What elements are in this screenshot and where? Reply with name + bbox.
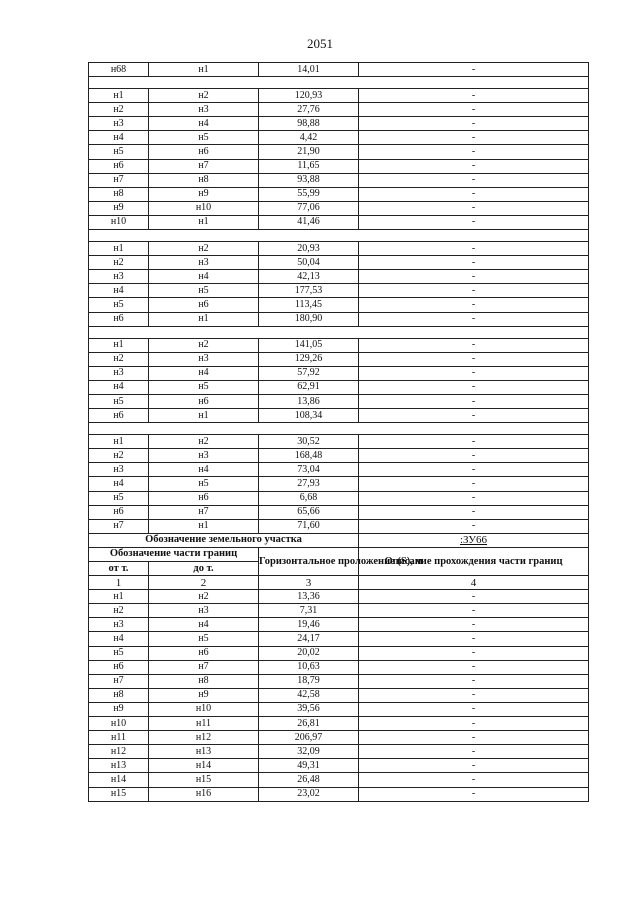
- point-to: н2: [149, 338, 259, 352]
- point-to: н3: [149, 352, 259, 366]
- segment-description: -: [359, 270, 589, 284]
- plot-value: :ЗУ66: [359, 533, 589, 547]
- segment-length: 13,36: [259, 590, 359, 604]
- table-row: [89, 745, 589, 759]
- segment-description: -: [359, 89, 589, 103]
- segment-description: -: [359, 103, 589, 117]
- point-from: н4: [89, 284, 149, 298]
- lower-table-body: [89, 590, 589, 801]
- separator-cell: [89, 423, 589, 435]
- segment-description: -: [359, 702, 589, 716]
- table-row: [89, 519, 589, 533]
- table-row: [89, 731, 589, 745]
- point-from: н5: [89, 298, 149, 312]
- point-to: н11: [149, 717, 259, 731]
- point-from: н6: [89, 505, 149, 519]
- point-from: н3: [89, 270, 149, 284]
- segment-description: -: [359, 173, 589, 187]
- point-from: н2: [89, 103, 149, 117]
- segment-description: -: [359, 187, 589, 201]
- point-from: н4: [89, 477, 149, 491]
- header-length: Горизонтальное проложение (S), м: [259, 547, 359, 575]
- segment-length: 93,88: [259, 173, 359, 187]
- segment-length: 41,46: [259, 215, 359, 229]
- point-to: н13: [149, 745, 259, 759]
- point-to: н5: [149, 632, 259, 646]
- table-row: [89, 366, 589, 380]
- segment-length: 4,42: [259, 131, 359, 145]
- point-from: н7: [89, 519, 149, 533]
- segment-description: -: [359, 394, 589, 408]
- segment-description: -: [359, 298, 589, 312]
- segment-description: -: [359, 787, 589, 801]
- segment-description: -: [359, 646, 589, 660]
- segment-description: -: [359, 604, 589, 618]
- point-from: н7: [89, 674, 149, 688]
- table-row: [89, 201, 589, 215]
- point-to: н3: [149, 256, 259, 270]
- table-row: [89, 159, 589, 173]
- point-to: н5: [149, 284, 259, 298]
- point-to: н8: [149, 173, 259, 187]
- point-from: н1: [89, 242, 149, 256]
- segment-description: -: [359, 435, 589, 449]
- point-from: н8: [89, 688, 149, 702]
- table-row: [89, 435, 589, 449]
- table-row: [89, 145, 589, 159]
- point-from: н1: [89, 590, 149, 604]
- segment-description: -: [359, 477, 589, 491]
- table-row: [89, 63, 589, 77]
- segment-length: 73,04: [259, 463, 359, 477]
- segment-description: -: [359, 215, 589, 229]
- point-from: н3: [89, 117, 149, 131]
- page-number: 2051: [307, 36, 333, 51]
- column-numbers-row: [89, 576, 589, 590]
- segment-description: -: [359, 117, 589, 131]
- segment-length: 42,58: [259, 688, 359, 702]
- point-from: н4: [89, 131, 149, 145]
- separator-row: [89, 423, 589, 435]
- segment-length: 30,52: [259, 435, 359, 449]
- point-from: н13: [89, 759, 149, 773]
- segment-description: -: [359, 505, 589, 519]
- point-to: н2: [149, 242, 259, 256]
- point-from: н2: [89, 604, 149, 618]
- table-row: [89, 674, 589, 688]
- point-to: н16: [149, 787, 259, 801]
- point-to: н12: [149, 731, 259, 745]
- point-from: н2: [89, 352, 149, 366]
- point-from: н6: [89, 312, 149, 326]
- segment-description: -: [359, 731, 589, 745]
- point-from: н5: [89, 646, 149, 660]
- point-to: н4: [149, 463, 259, 477]
- point-from: н10: [89, 215, 149, 229]
- segment-description: -: [359, 717, 589, 731]
- table-row: [89, 491, 589, 505]
- point-to: н4: [149, 117, 259, 131]
- table-row: [89, 505, 589, 519]
- point-to: н1: [149, 409, 259, 423]
- table-row: [89, 215, 589, 229]
- table-row: [89, 131, 589, 145]
- segment-description: -: [359, 380, 589, 394]
- segment-length: 42,13: [259, 270, 359, 284]
- plot-title: Обозначение земельного участка: [89, 533, 359, 547]
- segment-description: -: [359, 773, 589, 787]
- segment-length: 13,86: [259, 394, 359, 408]
- point-to: н6: [149, 394, 259, 408]
- segment-description: -: [359, 674, 589, 688]
- point-from: н9: [89, 201, 149, 215]
- table-row: [89, 256, 589, 270]
- segment-length: 11,65: [259, 159, 359, 173]
- point-from: н15: [89, 787, 149, 801]
- segment-length: 39,56: [259, 702, 359, 716]
- point-to: н4: [149, 618, 259, 632]
- point-to: н5: [149, 380, 259, 394]
- segment-length: 21,90: [259, 145, 359, 159]
- segment-length: 6,68: [259, 491, 359, 505]
- segment-description: -: [359, 491, 589, 505]
- header-desc: Описание прохождения части границ: [359, 547, 589, 575]
- table-row: [89, 618, 589, 632]
- segment-length: 180,90: [259, 312, 359, 326]
- separator-cell: [89, 326, 589, 338]
- table-row: [89, 117, 589, 131]
- point-to: н8: [149, 674, 259, 688]
- segment-description: -: [359, 201, 589, 215]
- point-to: н5: [149, 131, 259, 145]
- plot-title-row: [89, 533, 589, 547]
- table-row: [89, 477, 589, 491]
- table-row: [89, 298, 589, 312]
- segment-length: 113,45: [259, 298, 359, 312]
- header-from: от т.: [89, 562, 149, 576]
- point-from: н8: [89, 187, 149, 201]
- point-to: н1: [149, 519, 259, 533]
- table-row: [89, 352, 589, 366]
- segment-description: -: [359, 632, 589, 646]
- table-row: [89, 702, 589, 716]
- table-row: [89, 449, 589, 463]
- segment-length: 57,92: [259, 366, 359, 380]
- point-from: н68: [89, 63, 149, 77]
- table-row: [89, 380, 589, 394]
- point-to: н1: [149, 215, 259, 229]
- segment-description: -: [359, 449, 589, 463]
- point-to: н7: [149, 159, 259, 173]
- segment-description: -: [359, 660, 589, 674]
- point-from: н6: [89, 159, 149, 173]
- segment-length: 141,05: [259, 338, 359, 352]
- table-row: [89, 338, 589, 352]
- segment-description: -: [359, 159, 589, 173]
- segment-length: 19,46: [259, 618, 359, 632]
- segment-description: -: [359, 63, 589, 77]
- point-to: н7: [149, 660, 259, 674]
- table-row: [89, 284, 589, 298]
- segment-length: 7,31: [259, 604, 359, 618]
- segment-description: -: [359, 145, 589, 159]
- table-row: [89, 604, 589, 618]
- separator-row: [89, 77, 589, 89]
- point-to: н2: [149, 435, 259, 449]
- segment-length: 177,53: [259, 284, 359, 298]
- table-row: [89, 787, 589, 801]
- segment-length: 62,91: [259, 380, 359, 394]
- point-to: н9: [149, 187, 259, 201]
- segment-length: 49,31: [259, 759, 359, 773]
- point-from: н3: [89, 463, 149, 477]
- point-to: н1: [149, 63, 259, 77]
- segment-description: -: [359, 338, 589, 352]
- segment-description: -: [359, 463, 589, 477]
- segment-description: -: [359, 352, 589, 366]
- col-number: 1: [89, 576, 149, 590]
- point-from: н1: [89, 89, 149, 103]
- point-from: н1: [89, 338, 149, 352]
- segment-description: -: [359, 688, 589, 702]
- segment-length: 129,26: [259, 352, 359, 366]
- segment-description: -: [359, 242, 589, 256]
- point-from: н10: [89, 717, 149, 731]
- segment-description: -: [359, 366, 589, 380]
- segment-length: 32,09: [259, 745, 359, 759]
- table-row: [89, 270, 589, 284]
- point-from: н5: [89, 145, 149, 159]
- table-row: [89, 242, 589, 256]
- segment-length: 18,79: [259, 674, 359, 688]
- point-to: н9: [149, 688, 259, 702]
- table-row: [89, 103, 589, 117]
- segment-length: 77,06: [259, 201, 359, 215]
- point-to: н5: [149, 477, 259, 491]
- point-to: н3: [149, 449, 259, 463]
- header-part: Обозначение части границ: [89, 547, 259, 561]
- segment-description: -: [359, 409, 589, 423]
- separator-cell: [89, 77, 589, 89]
- segment-description: -: [359, 312, 589, 326]
- table-row: [89, 660, 589, 674]
- segment-length: 10,63: [259, 660, 359, 674]
- table-row: [89, 688, 589, 702]
- upper-table-body: [89, 63, 589, 534]
- segment-length: 24,17: [259, 632, 359, 646]
- point-from: н5: [89, 394, 149, 408]
- point-from: н4: [89, 632, 149, 646]
- segment-description: -: [359, 590, 589, 604]
- segment-length: 206,97: [259, 731, 359, 745]
- point-to: н7: [149, 505, 259, 519]
- boundary-table: [88, 62, 589, 802]
- segment-description: -: [359, 519, 589, 533]
- point-to: н2: [149, 89, 259, 103]
- point-from: н3: [89, 618, 149, 632]
- col-number: 4: [359, 576, 589, 590]
- point-to: н1: [149, 312, 259, 326]
- segment-length: 14,01: [259, 63, 359, 77]
- table-row: [89, 759, 589, 773]
- point-to: н10: [149, 702, 259, 716]
- point-from: н2: [89, 449, 149, 463]
- separator-row: [89, 230, 589, 242]
- segment-length: 20,02: [259, 646, 359, 660]
- table-row: [89, 173, 589, 187]
- point-to: н14: [149, 759, 259, 773]
- segment-length: 27,76: [259, 103, 359, 117]
- segment-description: -: [359, 131, 589, 145]
- point-to: н3: [149, 604, 259, 618]
- point-from: н14: [89, 773, 149, 787]
- table-row: [89, 646, 589, 660]
- segment-length: 27,93: [259, 477, 359, 491]
- segment-description: -: [359, 759, 589, 773]
- segment-length: 98,88: [259, 117, 359, 131]
- segment-length: 23,02: [259, 787, 359, 801]
- table-row: [89, 312, 589, 326]
- segment-description: -: [359, 256, 589, 270]
- point-to: н3: [149, 103, 259, 117]
- segment-length: 26,81: [259, 717, 359, 731]
- point-to: н10: [149, 201, 259, 215]
- point-to: н4: [149, 270, 259, 284]
- point-from: н6: [89, 409, 149, 423]
- point-from: н11: [89, 731, 149, 745]
- segment-length: 55,99: [259, 187, 359, 201]
- col-number: 3: [259, 576, 359, 590]
- point-to: н4: [149, 366, 259, 380]
- point-from: н1: [89, 435, 149, 449]
- segment-description: -: [359, 284, 589, 298]
- table-row: [89, 717, 589, 731]
- segment-length: 71,60: [259, 519, 359, 533]
- segment-length: 50,04: [259, 256, 359, 270]
- table-row: [89, 773, 589, 787]
- separator-cell: [89, 230, 589, 242]
- header-row: [89, 547, 589, 561]
- segment-length: 26,48: [259, 773, 359, 787]
- table-row: [89, 187, 589, 201]
- segment-length: 108,34: [259, 409, 359, 423]
- point-to: н6: [149, 646, 259, 660]
- plot-header: [89, 533, 589, 589]
- point-from: н2: [89, 256, 149, 270]
- segment-length: 120,93: [259, 89, 359, 103]
- header-to: до т.: [149, 562, 259, 576]
- separator-row: [89, 326, 589, 338]
- segment-length: 20,93: [259, 242, 359, 256]
- table-row: [89, 409, 589, 423]
- segment-description: -: [359, 618, 589, 632]
- point-to: н15: [149, 773, 259, 787]
- point-to: н6: [149, 491, 259, 505]
- table-row: [89, 590, 589, 604]
- point-from: н4: [89, 380, 149, 394]
- point-from: н6: [89, 660, 149, 674]
- point-from: н9: [89, 702, 149, 716]
- segment-description: -: [359, 745, 589, 759]
- table-row: [89, 463, 589, 477]
- point-from: н7: [89, 173, 149, 187]
- col-number: 2: [149, 576, 259, 590]
- table-row: [89, 394, 589, 408]
- point-from: н5: [89, 491, 149, 505]
- point-to: н6: [149, 145, 259, 159]
- segment-length: 168,48: [259, 449, 359, 463]
- point-to: н6: [149, 298, 259, 312]
- table-row: [89, 89, 589, 103]
- point-to: н2: [149, 590, 259, 604]
- segment-length: 65,66: [259, 505, 359, 519]
- point-from: н3: [89, 366, 149, 380]
- point-from: н12: [89, 745, 149, 759]
- table-row: [89, 632, 589, 646]
